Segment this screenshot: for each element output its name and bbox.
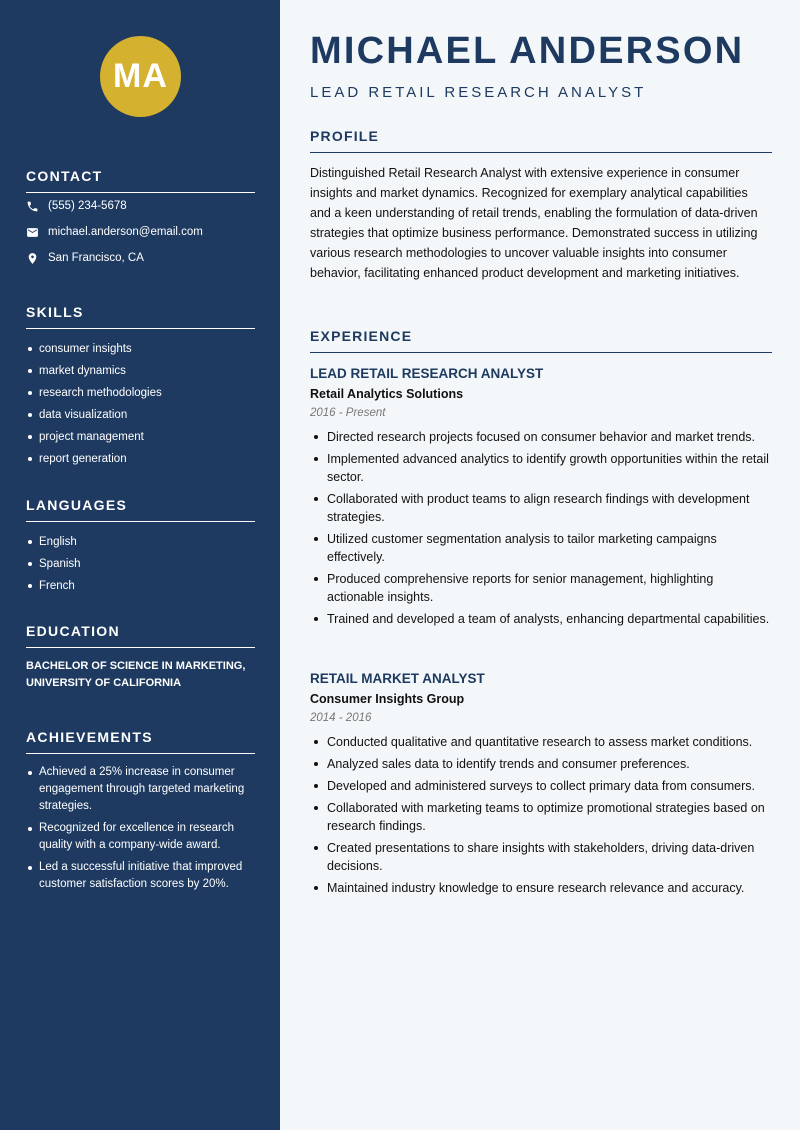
contact-phone: [26, 193, 255, 219]
job-bullet: Trained and developed a team of analysts, enhancing departmental capabilities.: [310, 610, 772, 628]
languages-list: [26, 531, 255, 597]
job-bullet: Created presentations to share insights with stakeholders, driving data-driven decisions.: [310, 839, 772, 875]
email-icon: [26, 226, 39, 239]
education-section: [26, 623, 255, 692]
contact-heading: CONTACT: [26, 168, 255, 193]
language-item: French: [26, 575, 255, 597]
skill-item: project management: [26, 426, 255, 448]
job-bullet: Utilized customer segmentation analysis to tailor marketing campaigns effectively.: [310, 530, 772, 566]
achievements-section: [26, 729, 255, 898]
education-degree: BACHELOR OF SCIENCE IN MARKETING, UNIVERSITY OF CALIFORNIA: [26, 660, 246, 689]
job-bullet: Implemented advanced analytics to identify growth opportunities within the retail sector.: [310, 450, 772, 486]
job-bullet: Developed and administered surveys to collect primary data from consumers.: [310, 777, 772, 795]
job-company: Retail Analytics Solutions: [310, 387, 464, 401]
job-bullet: Maintained industry knowledge to ensure research relevance and accuracy.: [310, 879, 772, 897]
languages-heading: LANGUAGES: [26, 497, 255, 522]
contact-email: [26, 219, 255, 245]
job-bullet: Collaborated with marketing teams to optimize promotional strategies based on research findings.: [310, 799, 772, 835]
phone-text: (555) 234-5678: [48, 200, 127, 212]
contact-location: [26, 245, 255, 271]
job-entry: [310, 366, 772, 632]
languages-section: [26, 497, 255, 597]
job-title: LEAD RETAIL RESEARCH ANALYST: [310, 366, 544, 381]
achievement-item: Recognized for excellence in research quality with a company-wide award.: [26, 820, 255, 854]
profile-text: Distinguished Retail Research Analyst with extensive experience in consumer insights and market dynamics. Recognized for exemplary analytical capabilities and a keen understanding of retail trends, enabling the formulation of data-driven strategies that optimize business performance. Demonstrated success in utilizing various research methodologies to uncover valuable insights into consumer behavior, facilitating enhanced product development and marketing initiatives.: [310, 166, 758, 280]
skills-section: [26, 304, 255, 470]
location-text: San Francisco, CA: [48, 252, 144, 264]
language-item: English: [26, 531, 255, 553]
language-item: Spanish: [26, 553, 255, 575]
email-text: michael.anderson@email.com: [48, 226, 203, 238]
skill-item: research methodologies: [26, 382, 255, 404]
job-entry: [310, 671, 772, 901]
job-dates: 2014 - 2016: [310, 712, 372, 724]
sidebar: [0, 0, 280, 1130]
profile-heading: PROFILE: [310, 128, 772, 153]
candidate-title: LEAD RETAIL RESEARCH ANALYST: [310, 84, 647, 101]
skill-item: consumer insights: [26, 338, 255, 360]
job-bullet: Produced comprehensive reports for senior management, highlighting actionable insights.: [310, 570, 772, 606]
phone-icon: [26, 200, 39, 213]
education-heading: EDUCATION: [26, 623, 255, 648]
achievements-list: [26, 764, 255, 893]
location-pin-icon: [26, 252, 39, 265]
job-bullets: [310, 428, 772, 628]
job-bullet: Analyzed sales data to identify trends and consumer preferences.: [310, 755, 772, 773]
skill-item: market dynamics: [26, 360, 255, 382]
job-company: Consumer Insights Group: [310, 692, 465, 706]
avatar: MA: [100, 36, 181, 117]
achievement-item: Achieved a 25% increase in consumer engagement through targeted marketing strategies.: [26, 764, 255, 815]
job-dates: 2016 - Present: [310, 407, 386, 419]
skills-heading: SKILLS: [26, 304, 255, 329]
contact-section: [26, 168, 255, 271]
skill-item: data visualization: [26, 404, 255, 426]
experience-heading: EXPERIENCE: [310, 328, 772, 353]
job-bullet: Collaborated with product teams to align research findings with development strategies.: [310, 490, 772, 526]
job-bullets: [310, 733, 772, 897]
achievements-heading: ACHIEVEMENTS: [26, 729, 255, 754]
job-bullet: Directed research projects focused on consumer behavior and market trends.: [310, 428, 772, 446]
candidate-name: MICHAEL ANDERSON: [310, 30, 745, 72]
skill-item: report generation: [26, 448, 255, 470]
job-bullet: Conducted qualitative and quantitative research to assess market conditions.: [310, 733, 772, 751]
skills-list: [26, 338, 255, 470]
achievement-item: Led a successful initiative that improved customer satisfaction scores by 20%.: [26, 859, 255, 893]
job-title: RETAIL MARKET ANALYST: [310, 671, 485, 686]
